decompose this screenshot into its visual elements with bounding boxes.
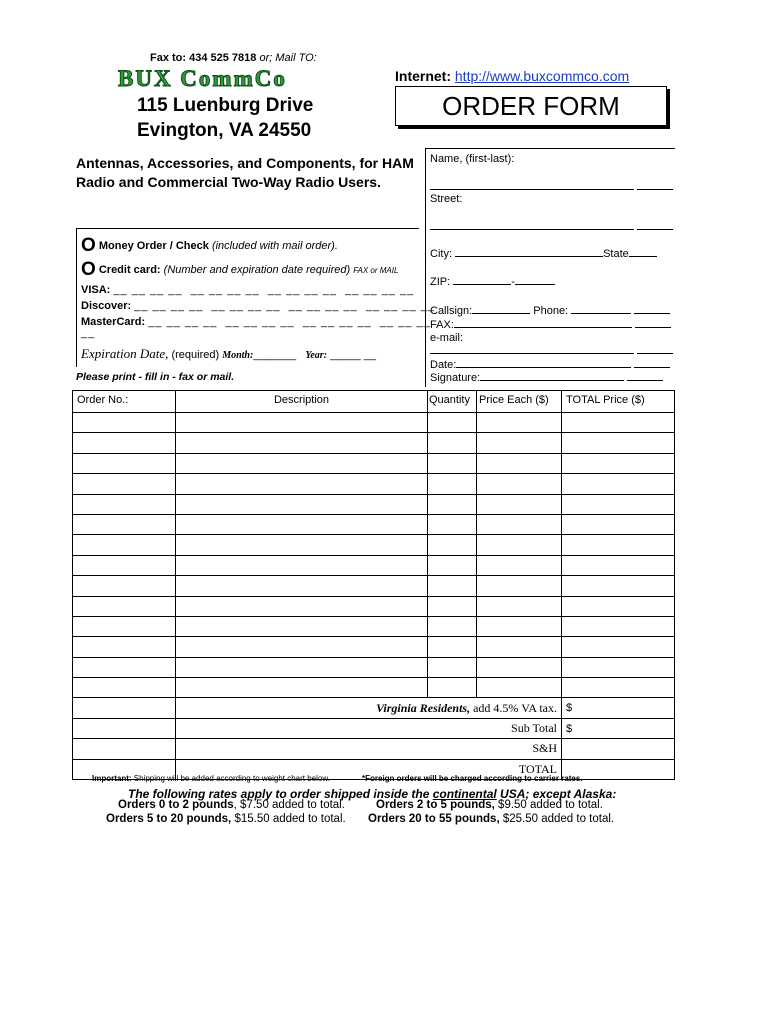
va-tax-value[interactable]: $ bbox=[562, 698, 675, 718]
order-line-row bbox=[73, 576, 675, 596]
price-each-cell[interactable] bbox=[477, 494, 562, 514]
total-price-cell[interactable] bbox=[562, 514, 675, 534]
total-price-cell[interactable] bbox=[562, 596, 675, 616]
order-line-row bbox=[73, 678, 675, 698]
va-tax-row bbox=[73, 698, 675, 718]
rates-head-post: USA; except Alaska: bbox=[496, 787, 617, 801]
mail-to-text: or; Mail TO: bbox=[256, 52, 317, 64]
description-cell[interactable] bbox=[176, 433, 428, 453]
order-line-row bbox=[73, 596, 675, 616]
required-label: (required) bbox=[171, 349, 220, 361]
col-order-no: Order No.: bbox=[73, 391, 176, 413]
total-price-cell[interactable] bbox=[562, 433, 675, 453]
quantity-cell[interactable] bbox=[428, 474, 477, 494]
print-instructions: Please print - fill in - fax or mail. bbox=[76, 371, 235, 383]
total-price-cell[interactable] bbox=[562, 576, 675, 596]
quantity-cell[interactable] bbox=[428, 657, 477, 677]
subtotal-row bbox=[73, 718, 675, 738]
rates-head-pre: The following rates apply to order shipped inside the bbox=[128, 787, 433, 801]
year-label: Year: bbox=[305, 350, 327, 361]
description-cell[interactable] bbox=[176, 555, 428, 575]
fax-mail-line bbox=[150, 52, 317, 64]
total-price-cell[interactable] bbox=[562, 494, 675, 514]
price-each-cell[interactable] bbox=[477, 433, 562, 453]
order-no-cell[interactable] bbox=[73, 678, 176, 698]
col-price-each: Price Each ($) bbox=[477, 391, 562, 413]
city-state-field[interactable] bbox=[430, 248, 657, 260]
description-cell[interactable] bbox=[176, 616, 428, 636]
quantity-cell[interactable] bbox=[428, 514, 477, 534]
col-total-price: TOTAL Price ($) bbox=[562, 391, 675, 413]
description-cell[interactable] bbox=[176, 576, 428, 596]
order-line-row bbox=[73, 494, 675, 514]
expiration-label: Expiration Date, bbox=[81, 346, 169, 361]
order-line-row bbox=[73, 433, 675, 453]
price-each-cell[interactable] bbox=[477, 555, 562, 575]
credit-card-via: FAX or MAIL bbox=[353, 266, 399, 275]
price-each-cell[interactable] bbox=[477, 657, 562, 677]
credit-card-option[interactable] bbox=[81, 259, 398, 281]
rate-20-55-lbs bbox=[368, 813, 614, 825]
total-price-cell[interactable] bbox=[562, 657, 675, 677]
va-tax-label: add 4.5% VA tax. bbox=[470, 700, 557, 715]
rate4-bold: Orders 20 to 55 pounds, bbox=[368, 813, 500, 825]
order-line-row bbox=[73, 514, 675, 534]
rate1-rest: , $7.50 added to total. bbox=[233, 799, 345, 811]
rate3-bold: Orders 5 to 20 pounds, bbox=[106, 813, 232, 825]
quantity-cell[interactable] bbox=[428, 678, 477, 698]
mastercard-field[interactable]: MasterCard: __ __ __ __ __ __ __ __ __ __ __ __ __ __ __ bbox=[81, 316, 431, 328]
credit-card-note: (Number and expiration date required) bbox=[163, 264, 351, 276]
phone-label: Phone: bbox=[533, 305, 569, 317]
order-no-cell[interactable] bbox=[73, 535, 176, 555]
order-line-row bbox=[73, 474, 675, 494]
rate-5-20-lbs bbox=[106, 813, 346, 825]
city-label: City: bbox=[430, 248, 452, 260]
email-label: e-mail: bbox=[430, 332, 464, 344]
quantity-cell[interactable] bbox=[428, 535, 477, 555]
description-cell[interactable] bbox=[176, 514, 428, 534]
street-field[interactable] bbox=[430, 193, 462, 205]
quantity-cell[interactable] bbox=[428, 596, 477, 616]
price-each-cell[interactable] bbox=[477, 637, 562, 657]
zip-label: ZIP: bbox=[430, 276, 451, 288]
total-price-cell[interactable] bbox=[562, 616, 675, 636]
order-no-cell[interactable] bbox=[73, 494, 176, 514]
subtotal-value[interactable]: $ bbox=[562, 718, 675, 738]
price-each-cell[interactable] bbox=[477, 616, 562, 636]
quantity-cell[interactable] bbox=[428, 555, 477, 575]
radio-circle-icon[interactable]: O bbox=[81, 235, 96, 256]
expiration-field[interactable]: Expiration Date, (required) Month:_______ Year: _____ __ bbox=[81, 346, 376, 361]
state-label: State bbox=[603, 248, 629, 260]
order-no-cell[interactable] bbox=[73, 474, 176, 494]
table-header-row bbox=[73, 391, 675, 413]
order-line-row bbox=[73, 535, 675, 555]
total-label: TOTAL bbox=[176, 759, 562, 779]
order-no-cell[interactable] bbox=[73, 555, 176, 575]
radio-circle-icon[interactable]: O bbox=[81, 259, 96, 280]
order-no-cell[interactable] bbox=[73, 616, 176, 636]
internet-label: Internet: bbox=[395, 68, 451, 84]
quantity-cell[interactable] bbox=[428, 576, 477, 596]
order-line-row bbox=[73, 555, 675, 575]
order-no-cell[interactable] bbox=[73, 637, 176, 657]
order-no-cell[interactable] bbox=[73, 514, 176, 534]
shipping-note bbox=[92, 774, 330, 783]
callsign-label: Callsign: bbox=[430, 305, 473, 317]
fax-number: Fax to: 434 525 7818 bbox=[150, 52, 257, 64]
quantity-cell[interactable] bbox=[428, 453, 477, 473]
description-cell[interactable] bbox=[176, 413, 428, 433]
quantity-cell[interactable] bbox=[428, 637, 477, 657]
fax-field[interactable] bbox=[430, 319, 671, 331]
quantity-cell[interactable] bbox=[428, 494, 477, 514]
customer-info-box bbox=[425, 148, 675, 387]
va-tax-bold-label: Virginia Residents, bbox=[376, 700, 471, 715]
signature-field[interactable] bbox=[430, 372, 663, 384]
address-line-2: Evington, VA 24550 bbox=[137, 120, 312, 141]
price-each-cell[interactable] bbox=[477, 535, 562, 555]
callsign-phone-field[interactable] bbox=[430, 305, 670, 317]
rate4-rest: $25.50 added to total. bbox=[499, 813, 615, 825]
order-no-cell[interactable] bbox=[73, 576, 176, 596]
important-label: Important: bbox=[92, 774, 132, 783]
order-line-row bbox=[73, 637, 675, 657]
price-each-cell[interactable] bbox=[477, 514, 562, 534]
description-cell[interactable] bbox=[176, 657, 428, 677]
money-order-label: Money Order / Check bbox=[98, 240, 209, 252]
order-line-row bbox=[73, 657, 675, 677]
name-label: Name, (first-last): bbox=[430, 153, 515, 165]
sh-row bbox=[73, 739, 675, 759]
rate-2-5-lbs bbox=[376, 799, 603, 811]
order-table bbox=[72, 390, 675, 780]
address-line-1: 115 Luenburg Drive bbox=[137, 95, 314, 116]
rate3-rest: $15.50 added to total. bbox=[231, 813, 346, 825]
order-line-row bbox=[73, 616, 675, 636]
date-field[interactable] bbox=[430, 359, 670, 371]
price-each-cell[interactable] bbox=[477, 596, 562, 616]
quantity-cell[interactable] bbox=[428, 616, 477, 636]
price-each-cell[interactable] bbox=[477, 678, 562, 698]
foreign-orders-note: *Foreign orders will be charged according to carrier rates. bbox=[362, 774, 583, 783]
subtotal-label: Sub Total bbox=[176, 718, 562, 738]
street-label: Street: bbox=[430, 193, 463, 205]
money-order-note: (included with mail order). bbox=[211, 240, 338, 252]
description-cell[interactable] bbox=[176, 678, 428, 698]
order-no-cell[interactable] bbox=[73, 413, 176, 433]
rates-head-continental: continental bbox=[432, 787, 497, 801]
order-line-row bbox=[73, 413, 675, 433]
quantity-cell[interactable] bbox=[428, 413, 477, 433]
discover-field[interactable]: Discover: __ __ __ __ __ __ __ __ __ __ __ __ __ __ __ __ bbox=[81, 300, 435, 312]
total-price-cell[interactable] bbox=[562, 678, 675, 698]
month-label: Month: bbox=[222, 350, 254, 361]
total-price-cell[interactable] bbox=[562, 535, 675, 555]
order-line-row bbox=[73, 453, 675, 473]
name-field[interactable] bbox=[430, 153, 514, 165]
sh-label: S&H bbox=[176, 739, 562, 759]
total-price-cell[interactable] bbox=[562, 453, 675, 473]
description-cell[interactable] bbox=[176, 494, 428, 514]
company-tagline: Antennas, Accessories, and Components, for HAM Radio and Commercial Two-Way Radio Users. bbox=[76, 155, 414, 190]
money-order-option[interactable] bbox=[81, 235, 338, 257]
description-cell[interactable] bbox=[176, 453, 428, 473]
order-form-title: ORDER FORM bbox=[395, 86, 667, 126]
price-each-cell[interactable] bbox=[477, 576, 562, 596]
order-no-cell[interactable] bbox=[73, 453, 176, 473]
visa-label: VISA: bbox=[81, 284, 111, 296]
total-price-cell[interactable] bbox=[562, 555, 675, 575]
price-each-cell[interactable] bbox=[477, 413, 562, 433]
total-price-cell[interactable] bbox=[562, 474, 675, 494]
sh-value[interactable] bbox=[562, 739, 675, 759]
discover-label: Discover: bbox=[81, 300, 132, 312]
date-label: Date: bbox=[430, 359, 457, 371]
zip-field[interactable]: ZIP: - bbox=[430, 276, 555, 288]
fax-label: FAX: bbox=[430, 319, 454, 331]
price-each-cell[interactable] bbox=[477, 453, 562, 473]
rate2-bold: Orders 2 to 5 pounds, bbox=[376, 799, 495, 811]
website-link[interactable]: http://www.buxcommco.com bbox=[454, 68, 630, 84]
important-text: Shipping will be added according to weight chart below. bbox=[131, 774, 330, 783]
description-cell[interactable] bbox=[176, 596, 428, 616]
description-cell[interactable] bbox=[176, 535, 428, 555]
col-description: Description bbox=[176, 391, 428, 413]
company-logo: BUX CommCo bbox=[118, 66, 287, 91]
email-field[interactable] bbox=[430, 332, 463, 344]
credit-card-label: Credit card: bbox=[98, 264, 161, 276]
price-each-cell[interactable] bbox=[477, 474, 562, 494]
total-price-cell[interactable] bbox=[562, 413, 675, 433]
payment-box: O Money Order / Check (included with mail order). O Credit card: (Number and expiration date required) FAX or MAIL VISA: __ __ __ __ __ __ __ __ __ __ __ __ __ __ __ __ Discover: __ __ __ __ __ __ __ __ __ __ __ __ __ __ __ __ MasterCard: __ __ __ __ __ __ __ __ __ __ __ __ __ __ __ __ Expiration Date, (required) Month:_______ Year: _____ __ bbox=[76, 228, 419, 367]
rate-0-2-lbs bbox=[118, 799, 345, 811]
rate2-rest: $9.50 added to total. bbox=[494, 799, 603, 811]
internet-line bbox=[395, 68, 629, 84]
quantity-cell[interactable] bbox=[428, 433, 477, 453]
description-cell[interactable] bbox=[176, 637, 428, 657]
order-no-cell[interactable] bbox=[73, 657, 176, 677]
description-cell[interactable] bbox=[176, 474, 428, 494]
col-quantity: Quantity bbox=[428, 391, 477, 413]
rate1-bold: Orders 0 to 2 pounds bbox=[118, 799, 234, 811]
order-no-cell[interactable] bbox=[73, 433, 176, 453]
visa-field[interactable]: VISA: __ __ __ __ __ __ __ __ __ __ __ __ __ __ __ __ bbox=[81, 284, 415, 296]
mastercard-label: MasterCard: bbox=[81, 316, 146, 328]
order-no-cell[interactable] bbox=[73, 596, 176, 616]
total-price-cell[interactable] bbox=[562, 637, 675, 657]
signature-label: Signature: bbox=[430, 372, 481, 384]
